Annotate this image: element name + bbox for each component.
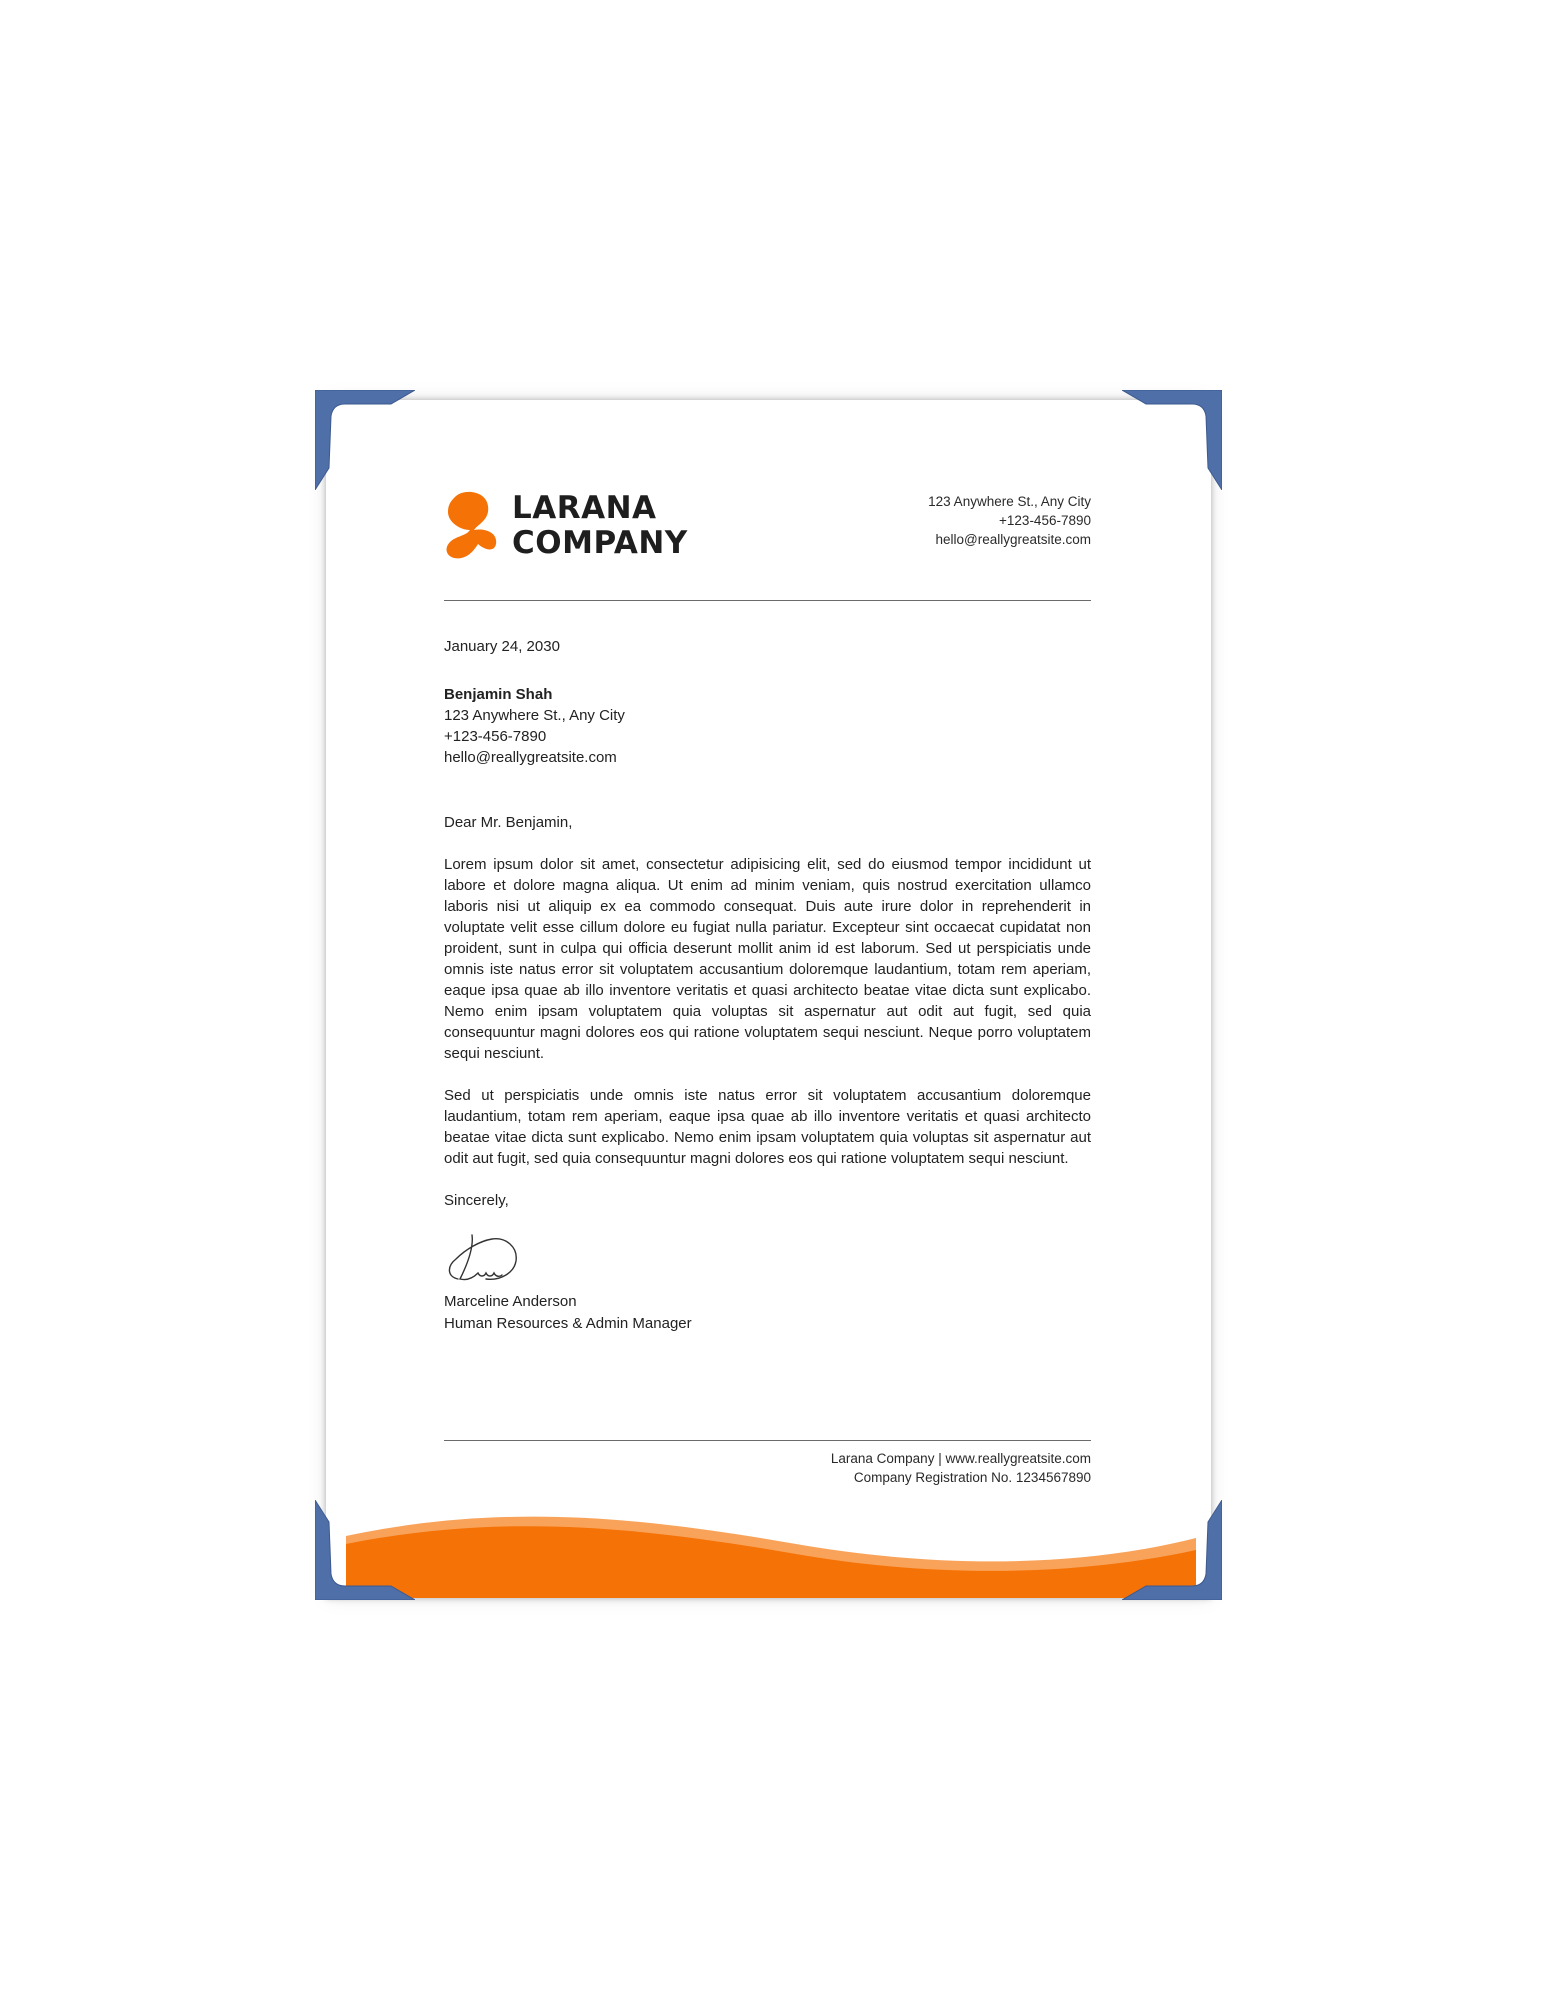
footer-line2: Company Registration No. 1234567890: [853, 1470, 1091, 1485]
letterhead-header: [444, 480, 1091, 600]
footer-divider: [444, 1440, 1091, 1441]
photo-corner-bottom-left: [315, 1500, 415, 1600]
body-paragraph-1: Lorem ipsum dolor sit amet, consectetur adipisicing elit, sed do eiusmod tempor incididunt ut labore et dolore magna aliqua. Ut enim ad minim veniam, quis nostrud exercitation ullamco laboris nisi ut aliquip ex ea commodo consequat. Duis aute irure dolor in reprehenderit in voluptate velit esse cillum dolore eu fugiat nulla pariatur. Excepteur sint occaecat cupidatat non proident, sunt in culpa qui officia deserunt mollit anim id est laborum. Sed ut perspiciatis unde omnis iste natus error sit voluptatem accusantium doloremque laudantium, totam rem aperiam, eaque ipsa quae ab illo inventore veritatis et quasi architecto beatae vitae dicta sunt explicabo. Nemo enim ipsam voluptatem quia voluptas sit aspernatur aut odit aut fugit, sed quia consequuntur magni dolores eos qui ratione voluptatem sequi nesciunt. Neque porro voluptatem sequi nesciunt.: [444, 856, 1091, 1062]
sender-address: 123 Anywhere St., Any City: [928, 494, 1091, 509]
footer-text: [444, 1449, 1091, 1487]
photo-corner-bottom-right: [1122, 1500, 1222, 1600]
letter-content: [444, 480, 1091, 1335]
body-paragraph-2: Sed ut perspiciatis unde omnis iste natus error sit voluptatem accusantium doloremque laudantium, totam rem aperiam, eaque ipsa quae ab illo inventore veritatis et quasi architecto beatae vitae dicta sunt explicabo. Nemo enim ipsam voluptatem quia voluptas sit aspernatur aut odit aut fugit, sed quia consequuntur magni dolores eos qui ratione voluptatem sequi nesciunt.: [444, 1087, 1091, 1167]
recipient-name: Benjamin Shah: [444, 686, 553, 703]
handwritten-signature: [444, 1227, 524, 1287]
header-divider: [444, 600, 1091, 601]
company-name-line1: LARANA: [512, 490, 657, 526]
company-logo: [444, 490, 688, 562]
recipient-phone: +123-456-7890: [444, 728, 547, 745]
orange-wave-footer-decoration: [326, 1508, 1211, 1598]
sender-email: hello@reallygreatsite.com: [935, 532, 1091, 547]
recipient-email: hello@reallygreatsite.com: [444, 749, 617, 766]
signer-name: Marceline Anderson: [444, 1293, 577, 1310]
sender-contact: [928, 492, 1091, 549]
footer-line1: Larana Company | www.reallygreatsite.com: [830, 1451, 1091, 1466]
closing: Sincerely,: [444, 1192, 509, 1209]
company-name-line2: COMPANY: [512, 525, 688, 561]
signer-block: [444, 1291, 1091, 1335]
photo-corner-top-right: [1122, 390, 1222, 490]
sender-phone: +123-456-7890: [999, 513, 1091, 528]
recipient-address: 123 Anywhere St., Any City: [444, 707, 625, 724]
letter-date: January 24, 2030: [444, 638, 560, 655]
recipient-block: [444, 684, 1091, 768]
letterhead-footer: [444, 1440, 1091, 1487]
photo-corner-top-left: [315, 390, 415, 490]
salutation: Dear Mr. Benjamin,: [444, 814, 573, 831]
orange-splash-logo-icon: [444, 490, 500, 562]
signer-title: Human Resources & Admin Manager: [444, 1315, 692, 1332]
company-name: [512, 491, 688, 561]
